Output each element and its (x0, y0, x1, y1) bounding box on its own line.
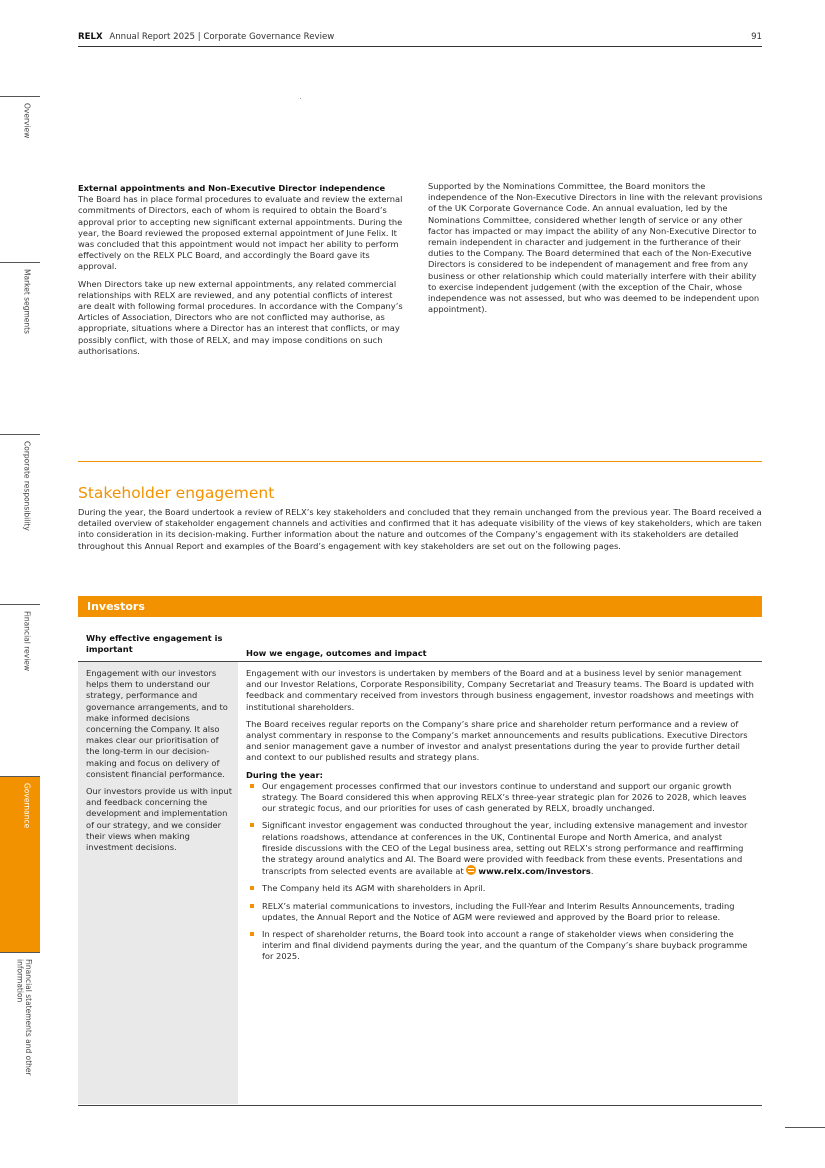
page-header (78, 32, 762, 46)
tab-financial-review[interactable] (0, 604, 40, 777)
bullet-icon (250, 823, 254, 827)
independence-paragraph: Supported by the Nominations Committee, the Board monitors the independence of the Non-Executive Directors in line with the relevant provisions of the UK Corporate Governance Code. An annual evaluation, led by the Nominations Committee, considered whether length of service or any other factor has impacted or may impact the ability of any Non-Executive Director to remain independent in character and judgement in the furtherance of their duties to the Company. The Board determined that each of the Non-Executive Directors is considered to be independent of management and free from any business or other relationship which could materially interfere with their ability to exercise independent judgement (with the exception of the Chair, whose independence was not assessed, but who was deemed to be independent upon appointment). (428, 181, 763, 315)
section-title: Stakeholder engagement (78, 484, 275, 502)
investors-link[interactable]: www.relx.com/investors (478, 866, 591, 877)
list-item: In respect of shareholder returns, the Board took into account a range of stakeholder views when considering the interim and final dividend payments during the year, and the quantum of the Company’s share buyback programme for 2025. (246, 929, 754, 963)
col2-header: How we engage, outcomes and impact (246, 648, 427, 658)
tab-label: Market segments (22, 269, 32, 334)
header-title: Annual Report 2025 | Corporate Governance Review (109, 32, 335, 42)
tab-label: Overview (22, 103, 32, 139)
tab-label: Corporate responsibility (22, 441, 32, 531)
tab-label: Governance (22, 783, 32, 829)
bullet-icon (250, 932, 254, 936)
tabs-bottom-rule (785, 1127, 825, 1128)
list-item: RELX’s material communications to investors, including the Full-Year and Interim Results Announcements, trading updates, the Annual Report and the Notice of AGM were reviewed and approved by the Board prior to release. (246, 901, 754, 923)
how-we-engage-cell (246, 668, 754, 969)
left-column (78, 183, 408, 363)
bullet-icon (250, 904, 254, 908)
section-divider (78, 461, 762, 462)
engage-paragraph-1: Engagement with our investors is undertaken by members of the Board and at a business level by senior management and our Investor Relations, Corporate Responsibility, Company Secretariat and Treasury teams. The Board is updated with feedback and commentary received from investors through business engagement, investor roadshows and meetings with institutional shareholders. (246, 668, 754, 712)
stray-mark (300, 98, 301, 99)
link-icon (466, 865, 476, 875)
left-paragraph-2: When Directors take up new external appointments, any related commercial relationships with RELX are reviewed, and any potential conflicts of interest are dealt with following formal procedures. In accordance with the Company’s Articles of Association, Directors who are not conflicted may authorise, as appropriate, situations where a Director has an interest that conflicts, or may possibly conflict, with those of RELX, and may impose conditions on such authorisations. (78, 278, 403, 356)
investors-band (78, 596, 762, 617)
page-number: 91 (751, 32, 762, 42)
why-paragraph-1: Engagement with our investors helps them to understand our strategy, performance and governance arrangements, and to make informed decisions concerning the Company. It also makes clear our prioritisation of the long-term in our decision-making and focus on delivery of consistent financial performance. (86, 668, 228, 779)
why-important-cell (86, 668, 233, 859)
list-item: Significant investor engagement was conducted throughout the year, including extensive management and investor relations roadshows, attendance at conferences in the UK, Continental Europe and North America, and analyst fireside discussions with the CEO of the Legal business area, setting out RELX’s strong performance and reaffirming the strategy around analytics and AI. The Board were provided with feedback from these events. Presentations and transcripts from selected events are available at www.relx.com/investors. (246, 820, 754, 877)
tab-governance[interactable] (0, 776, 40, 953)
left-paragraph-1: The Board has in place formal procedures to evaluate and review the external commitments of Directors, each of whom is required to obtain the Board’s approval prior to accepting new significant external appointments. During the year, the Board reviewed the proposed external appointment of June Felix. It was concluded that this appointment would not impact her ability to perform effectively on the RELX PLC Board, and accordingly the Board gave its approval. (78, 194, 403, 272)
tab-corporate-responsibility[interactable] (0, 434, 40, 605)
brand-name: RELX (78, 32, 103, 42)
tab-label: Financial review (22, 611, 32, 672)
why-paragraph-2: Our investors provide us with input and feedback concerning the development and implementation of our strategy, and we consider their views when making investment decisions. (86, 786, 233, 853)
bullet-icon (250, 886, 254, 890)
tab-label: Financial statements and other information (15, 959, 33, 1076)
bullet-icon (250, 784, 254, 788)
stakeholder-intro: During the year, the Board undertook a review of RELX’s key stakeholders and concluded that they remain unchanged from the previous year. The Board received a detailed overview of stakeholder engagement channels and activities and confirmed that it has adequate visibility of the views of key stakeholders, which are taken into consideration in its decision-making. Further information about the nature and outcomes of the Company’s engagement with its stakeholders are detailed throughout this Annual Report and examples of the Board’s engagement with key stakeholders are set out on the following pages. (78, 507, 762, 551)
table-bottom-rule (78, 1105, 762, 1106)
tab-market-segments[interactable] (0, 262, 40, 435)
list-item: Our engagement processes confirmed that our investors continue to understand and support our organic growth strategy. The Board considered this when approving RELX’s three-year strategic plan for 2026 to 2028, which leaves our strategic focus, and our priorities for uses of cash generated by RELX, broadly unchanged. (246, 781, 754, 815)
right-column (428, 181, 764, 321)
list-item: The Company held its AGM with shareholders in April. (246, 883, 754, 894)
engage-paragraph-2: The Board receives regular reports on the Company’s share price and shareholder return performance and a review of analyst commentary in response to the Company’s market announcements and results publications. Executive Directors and senior management gave a number of investor and analyst presentations during the year to provide further detail and context to our published results and strategy plans. (246, 718, 748, 763)
col1-header: Why effective engagement is important (86, 633, 223, 654)
investors-band-title: Investors (87, 600, 145, 613)
during-year-heading: During the year: (246, 769, 323, 780)
during-year-list (246, 781, 754, 963)
tab-overview[interactable] (0, 96, 40, 263)
header-divider (78, 46, 762, 47)
external-appointments-heading: External appointments and Non-Executive Director independence (78, 183, 386, 193)
tab-financial-statements[interactable] (0, 952, 40, 1128)
